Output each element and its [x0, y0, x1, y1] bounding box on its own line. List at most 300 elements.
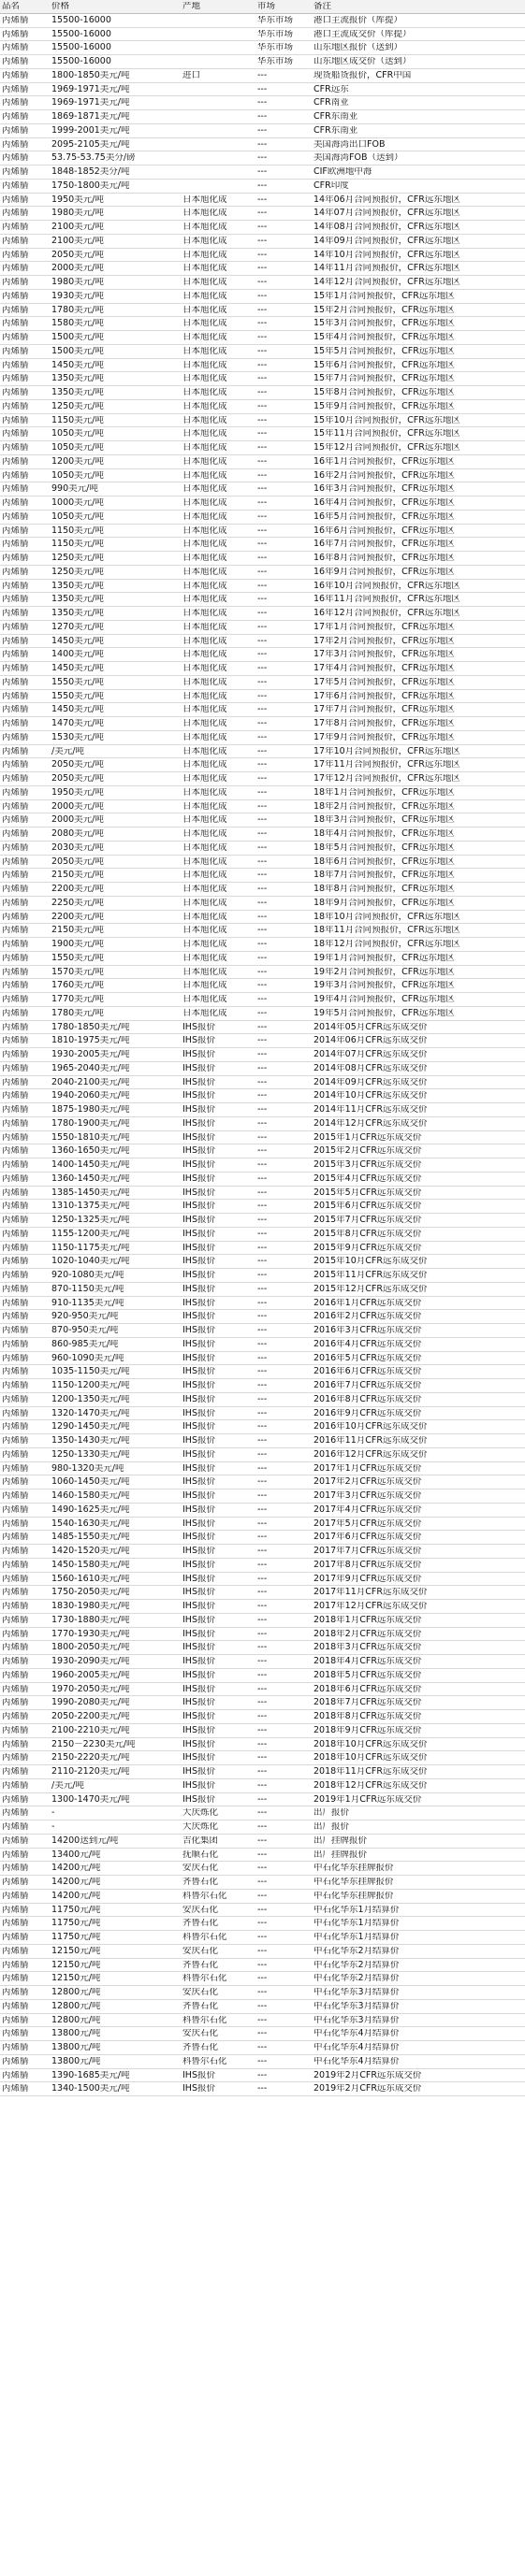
cell-product: 丙烯腈 [2, 1077, 29, 1087]
cell-market: --- [257, 540, 268, 549]
cell-product: 丙烯腈 [2, 236, 29, 246]
cell-price: 1580美元/吨 [51, 319, 104, 328]
cell-market: --- [257, 885, 268, 894]
cell-origin: IHS报价 [182, 2070, 215, 2080]
table-row [0, 525, 525, 539]
cell-market: --- [257, 842, 268, 853]
cell-remark: 2016年8月CFR远东成交价 [314, 1394, 422, 1404]
cell-price: 2100美元/吨 [51, 236, 104, 246]
cell-product: 丙烯腈 [2, 1684, 29, 1694]
cell-market: --- [257, 1118, 268, 1129]
cell-price: 1999-2001美元/吨 [51, 125, 130, 136]
cell-price: 2150美元/吨 [51, 871, 104, 880]
cell-price: 1930美元/吨 [51, 291, 104, 301]
cell-market: --- [257, 1574, 268, 1584]
cell-remark: 17年11月合同预报价，CFR远东地区 [314, 760, 460, 770]
table-row [0, 1917, 525, 1931]
cell-origin: IHS报价 [182, 1670, 215, 1680]
table-row [0, 979, 525, 993]
cell-origin: 日本旭化成 [182, 746, 227, 756]
cell-origin: IHS报价 [182, 1725, 215, 1735]
table-row [0, 55, 525, 69]
table-row [0, 772, 525, 786]
cell-price: 1980美元/吨 [51, 278, 104, 287]
cell-origin: 齐鲁石化 [182, 2043, 219, 2052]
cell-market: --- [257, 1284, 268, 1294]
cell-product: 丙烯腈 [2, 1753, 29, 1763]
cell-origin: 日本旭化成 [182, 305, 227, 315]
cell-origin: 日本旭化成 [182, 567, 227, 577]
cell-market: --- [257, 1339, 268, 1349]
table-row [0, 1228, 525, 1242]
cell-market: --- [257, 360, 268, 370]
cell-remark: 19年4月合同预报价，CFR远东地区 [314, 995, 455, 1004]
cell-product: 丙烯腈 [2, 1780, 29, 1791]
cell-remark: 2014年08月CFR远东成交价 [314, 1063, 428, 1073]
cell-origin: 科鲁尔石化 [182, 1974, 227, 1983]
table-row [0, 1103, 525, 1117]
cell-price: 2030美元/吨 [51, 842, 104, 853]
table-row [0, 1862, 525, 1876]
cell-remark: 2018年2月CFR远东成交价 [314, 1629, 422, 1639]
table-row [0, 1545, 525, 1559]
cell-origin: 日本旭化成 [182, 429, 227, 439]
cell-origin: IHS报价 [182, 1712, 215, 1721]
cell-price: 1250美元/吨 [51, 554, 104, 563]
table-row [0, 1117, 525, 1131]
cell-product: 丙烯腈 [2, 1312, 29, 1321]
cell-price: 1800-1850美元/吨 [51, 70, 130, 80]
table-row [0, 883, 525, 897]
cell-market: --- [257, 1933, 268, 1942]
cell-product: 丙烯腈 [2, 1422, 29, 1432]
cell-remark: 17年12月合同预报价，CFR远东地区 [314, 774, 460, 784]
cell-product: 丙烯腈 [2, 1132, 29, 1143]
cell-remark: 16年5月合同预报价，CFR远东地区 [314, 511, 455, 522]
cell-remark: 2015年6月CFR远东成交价 [314, 1202, 422, 1211]
cell-product: 丙烯腈 [2, 801, 29, 812]
cell-product: 丙烯腈 [2, 223, 29, 232]
cell-product: 丙烯腈 [2, 1657, 29, 1666]
cell-remark: 16年2月合同预报价，CFR远东地区 [314, 470, 455, 481]
cell-product: 丙烯腈 [2, 1988, 29, 1997]
cell-origin: 日本旭化成 [182, 636, 227, 646]
table-row [0, 635, 525, 649]
table-row [0, 1724, 525, 1738]
cell-product: 丙烯腈 [2, 2070, 29, 2080]
cell-market: --- [257, 319, 268, 328]
cell-product: 丙烯腈 [2, 1698, 29, 1707]
cell-price: /美元/吨 [51, 1780, 84, 1791]
cell-market: --- [257, 1960, 268, 1970]
cell-market: --- [257, 1022, 268, 1032]
cell-market: --- [257, 1753, 268, 1763]
cell-remark: 17年4月合同预报价，CFR远东地区 [314, 664, 455, 673]
cell-price: 1550美元/吨 [51, 953, 104, 963]
cell-origin: IHS报价 [182, 1739, 215, 1749]
cell-product: 丙烯腈 [2, 180, 29, 191]
cell-price: 920-950美元/吨 [51, 1312, 119, 1321]
cell-remark: 18年5月合同预报价，CFR远东地区 [314, 842, 455, 853]
table-row [0, 1242, 525, 1256]
cell-market: --- [257, 1132, 268, 1143]
cell-price: 1830-1980美元/吨 [51, 1602, 130, 1611]
cell-market: --- [257, 511, 268, 522]
table-row [0, 648, 525, 662]
cell-market: --- [257, 1988, 268, 1997]
cell-product: 丙烯腈 [2, 1878, 29, 1887]
cell-origin: IHS报价 [182, 1408, 215, 1418]
cell-product: 丙烯腈 [2, 1588, 29, 1597]
cell-origin: 日本旭化成 [182, 650, 227, 659]
cell-origin: 大庆炼化 [182, 1822, 219, 1832]
cell-product: 丙烯腈 [2, 374, 29, 383]
cell-product: 丙烯腈 [2, 912, 29, 922]
cell-origin: 日本旭化成 [182, 415, 227, 425]
cell-remark: 15年3月合同预报价，CFR远东地区 [314, 319, 455, 328]
cell-market: 华东市场 [257, 29, 294, 39]
cell-remark: 17年1月合同预报价，CFR远东地区 [314, 622, 455, 632]
cell-product: 丙烯腈 [2, 856, 29, 867]
cell-product: 丙烯腈 [2, 1933, 29, 1942]
cell-market: --- [257, 1864, 268, 1873]
cell-origin: 日本旭化成 [182, 511, 227, 522]
cell-origin: 日本旭化成 [182, 484, 227, 494]
cell-origin: 日本旭化成 [182, 250, 227, 260]
cell-product: 丙烯腈 [2, 1739, 29, 1749]
cell-market: --- [257, 1822, 268, 1832]
cell-price: 1980美元/吨 [51, 209, 104, 218]
cell-price: 1450美元/吨 [51, 664, 104, 673]
cell-price: 15500-16000 [51, 29, 111, 39]
table-row [0, 966, 525, 980]
table-row [0, 1779, 525, 1793]
cell-market: --- [257, 112, 268, 122]
cell-market: --- [257, 401, 268, 411]
cell-remark: 2018年12月CFR远东成交价 [314, 1780, 428, 1791]
table-row [0, 593, 525, 607]
cell-product: 丙烯腈 [2, 139, 29, 150]
cell-remark: 中石化华东4月结算价 [314, 2056, 400, 2066]
cell-remark: 18年1月合同预报价，CFR远东地区 [314, 787, 455, 798]
cell-product: 丙烯腈 [2, 1202, 29, 1211]
cell-remark: 18年3月合同预报价，CFR远东地区 [314, 815, 455, 825]
cell-market: --- [257, 912, 268, 922]
cell-product: 丙烯腈 [2, 57, 29, 66]
cell-product: 丙烯腈 [2, 898, 29, 908]
cell-market: --- [257, 1187, 268, 1198]
cell-remark: 中石化华东1月结算价 [314, 1933, 400, 1942]
cell-product: 丙烯腈 [2, 43, 29, 52]
cell-price: 2050美元/吨 [51, 774, 104, 784]
cell-product: 丙烯腈 [2, 525, 29, 536]
cell-price: 1450-1580美元/吨 [51, 1560, 130, 1570]
cell-remark: CFR印度 [314, 180, 349, 191]
table-row [0, 304, 525, 318]
cell-remark: 2016年1月CFR远东成交价 [314, 1298, 422, 1308]
table-row [0, 1379, 525, 1393]
cell-product: 丙烯腈 [2, 1146, 29, 1156]
cell-origin: 日本旭化成 [182, 856, 227, 867]
cell-market: --- [257, 1271, 268, 1280]
table-row [0, 1407, 525, 1421]
cell-market: --- [257, 940, 268, 949]
cell-price: 1400-1450美元/吨 [51, 1160, 130, 1170]
cell-product: 丙烯腈 [2, 1504, 29, 1515]
cell-market: --- [257, 98, 268, 108]
cell-market: 华东市场 [257, 15, 294, 25]
cell-price: 1310-1375美元/吨 [51, 1202, 130, 1211]
cell-market: --- [257, 1615, 268, 1625]
cell-price: 1360-1650美元/吨 [51, 1146, 130, 1156]
cell-origin: 日本旭化成 [182, 360, 227, 370]
cell-product: 丙烯腈 [2, 2001, 29, 2011]
cell-market: --- [257, 1160, 268, 1170]
table-row [0, 1655, 525, 1669]
cell-origin: IHS报价 [182, 1257, 215, 1266]
cell-price: 2040-2100美元/吨 [51, 1077, 130, 1087]
cell-market: --- [257, 1560, 268, 1570]
cell-product: 丙烯腈 [2, 1905, 29, 1915]
cell-remark: 中石化华东2月结算价 [314, 1974, 400, 1983]
table-row [0, 317, 525, 331]
cell-origin: 日本旭化成 [182, 540, 227, 549]
cell-product: 丙烯腈 [2, 194, 29, 205]
cell-price: 1940-2060美元/吨 [51, 1091, 130, 1101]
cell-price: 1350-1430美元/吨 [51, 1436, 130, 1446]
cell-remark: 2015年4月CFR远东成交价 [314, 1173, 422, 1184]
table-row [0, 1835, 525, 1849]
cell-origin: 日本旭化成 [182, 525, 227, 536]
table-row [0, 400, 525, 414]
cell-origin: 抚顺石化 [182, 1849, 219, 1860]
cell-origin: 日本旭化成 [182, 940, 227, 949]
cell-product: 丙烯腈 [2, 484, 29, 494]
cell-price: 1810-1975美元/吨 [51, 1036, 130, 1045]
cell-product: 丙烯腈 [2, 1547, 29, 1556]
cell-price: 1950美元/吨 [51, 194, 104, 205]
cell-market: --- [257, 1684, 268, 1694]
cell-price: 1570美元/吨 [51, 967, 104, 977]
cell-price: 2050美元/吨 [51, 760, 104, 770]
table-row [0, 1034, 525, 1048]
cell-origin: 日本旭化成 [182, 264, 227, 273]
cell-market: --- [257, 1712, 268, 1721]
cell-origin: 日本旭化成 [182, 801, 227, 812]
cell-market: --- [257, 1643, 268, 1652]
cell-remark: 中石化华东3月结算价 [314, 1988, 400, 1997]
cell-product: 丙烯腈 [2, 1449, 29, 1460]
cell-origin: IHS报价 [182, 1146, 215, 1156]
cell-product: 丙烯腈 [2, 1367, 29, 1376]
cell-price: 860-985美元/吨 [51, 1339, 119, 1349]
table-row [0, 952, 525, 966]
cell-remark: 港口主流成交价（库提） [314, 29, 412, 39]
cell-market: --- [257, 664, 268, 673]
cell-market: --- [257, 1243, 268, 1253]
cell-origin: IHS报价 [182, 1312, 215, 1321]
cell-product: 丙烯腈 [2, 567, 29, 577]
cell-product: 丙烯腈 [2, 360, 29, 370]
cell-origin: IHS报价 [182, 1422, 215, 1432]
cell-product: 丙烯腈 [2, 760, 29, 770]
cell-market: --- [257, 484, 268, 494]
cell-market: --- [257, 732, 268, 742]
cell-origin: IHS报价 [182, 1160, 215, 1170]
cell-price: 1760美元/吨 [51, 981, 104, 990]
cell-price: 14200送到元/吨 [51, 1835, 119, 1846]
cell-market: --- [257, 1919, 268, 1928]
cell-price: 12150元/吨 [51, 1946, 101, 1956]
table-row [0, 993, 525, 1007]
cell-remark: 16年8月合同预报价，CFR远东地区 [314, 554, 455, 563]
table-row [0, 2014, 525, 2028]
table-row [0, 194, 525, 208]
table-row [0, 1173, 525, 1187]
cell-remark: 2016年2月CFR远东成交价 [314, 1312, 422, 1321]
cell-remark: 2018年10月CFR远东成交价 [314, 1739, 428, 1749]
table-row [0, 1820, 525, 1835]
table-row [0, 110, 525, 124]
cell-product: 丙烯腈 [2, 401, 29, 411]
table-row [0, 151, 525, 165]
cell-product: 丙烯腈 [2, 1712, 29, 1721]
cell-product: 丙烯腈 [2, 636, 29, 646]
cell-market: --- [257, 1036, 268, 1045]
cell-product: 丙烯腈 [2, 1794, 29, 1805]
cell-price: 1350美元/吨 [51, 595, 104, 604]
cell-product: 丙烯腈 [2, 842, 29, 853]
cell-market: --- [257, 554, 268, 563]
cell-origin: IHS报价 [182, 1504, 215, 1515]
cell-remark: 中石化华东3月结算价 [314, 2001, 400, 2011]
cell-price: 1470美元/吨 [51, 719, 104, 728]
cell-origin: 日本旭化成 [182, 664, 227, 673]
cell-origin: 日本旭化成 [182, 194, 227, 205]
cell-product: 丙烯腈 [2, 209, 29, 218]
cell-price: /美元/吨 [51, 746, 84, 756]
cell-product: 丙烯腈 [2, 498, 29, 508]
cell-price: 1360-1450美元/吨 [51, 1173, 130, 1184]
cell-market: --- [257, 1408, 268, 1418]
table-row [0, 249, 525, 263]
table-row [0, 496, 525, 511]
cell-market: --- [257, 443, 268, 453]
cell-remark: 港口主流报价（库提） [314, 15, 403, 25]
cell-market: --- [257, 871, 268, 880]
cell-origin: 科鲁尔石化 [182, 2056, 227, 2066]
cell-origin: 大庆炼化 [182, 1808, 219, 1818]
cell-market: --- [257, 2043, 268, 2052]
cell-origin: 日本旭化成 [182, 995, 227, 1004]
cell-product: 丙烯腈 [2, 1974, 29, 1983]
cell-market: --- [257, 333, 268, 342]
cell-origin: 日本旭化成 [182, 871, 227, 880]
cell-market: --- [257, 139, 268, 150]
table-row [0, 2041, 525, 2055]
cell-price: 11750元/吨 [51, 1919, 101, 1928]
cell-product: 丙烯腈 [2, 15, 29, 25]
cell-product: 丙烯腈 [2, 885, 29, 894]
cell-remark: 2014年10月CFR远东成交价 [314, 1091, 428, 1101]
cell-price: 2150-2220美元/吨 [51, 1753, 130, 1763]
table-row [0, 1972, 525, 1986]
cell-price: 53.75-53.75美分/磅 [51, 153, 136, 163]
table-row [0, 83, 525, 97]
cell-market: --- [257, 1794, 268, 1805]
cell-origin: 日本旭化成 [182, 236, 227, 246]
cell-product: 丙烯腈 [2, 250, 29, 260]
cell-origin: 科鲁尔石化 [182, 1933, 227, 1942]
cell-product: 丙烯腈 [2, 1326, 29, 1335]
cell-price: 1150美元/吨 [51, 415, 104, 425]
cell-origin: IHS报价 [182, 1284, 215, 1294]
cell-remark: 19年5月合同预报价，CFR远东地区 [314, 1008, 455, 1018]
table-row [0, 28, 525, 42]
cell-product: 丙烯腈 [2, 719, 29, 728]
table-row [0, 538, 525, 552]
table-row [0, 1518, 525, 1532]
cell-product: 丙烯腈 [2, 1864, 29, 1873]
cell-product: 丙烯腈 [2, 995, 29, 1004]
cell-product: 丙烯腈 [2, 1271, 29, 1280]
cell-remark: 2018年5月CFR远东成交价 [314, 1670, 422, 1680]
cell-remark: 19年1月合同预报价，CFR远东地区 [314, 953, 455, 963]
cell-price: 1050美元/吨 [51, 443, 104, 453]
cell-product: 丙烯腈 [2, 1533, 29, 1542]
cell-product: 丙烯腈 [2, 1835, 29, 1846]
cell-market: --- [257, 70, 268, 80]
table-row [0, 41, 525, 55]
cell-remark: 2016年6月CFR远东成交价 [314, 1367, 422, 1376]
cell-product: 丙烯腈 [2, 264, 29, 273]
cell-product: 丙烯腈 [2, 1394, 29, 1404]
cell-market: --- [257, 1202, 268, 1211]
cell-product: 丙烯腈 [2, 540, 29, 549]
table-row [0, 482, 525, 496]
table-row [0, 1573, 525, 1587]
cell-origin: 安庆石化 [182, 1946, 219, 1956]
cell-product: 丙烯腈 [2, 1491, 29, 1501]
table-row [0, 469, 525, 483]
cell-product: 丙烯腈 [2, 746, 29, 756]
cell-origin: 齐鲁石化 [182, 1919, 219, 1928]
cell-product: 丙烯腈 [2, 167, 29, 177]
table-row [0, 1420, 525, 1434]
cell-market: --- [257, 388, 268, 397]
table-row [0, 1048, 525, 1062]
cell-price: 1848-1852美分/吨 [51, 167, 130, 177]
cell-price: 1780-1850美元/吨 [51, 1022, 130, 1032]
cell-origin: 日本旭化成 [182, 581, 227, 591]
cell-remark: 18年7月合同预报价，CFR远东地区 [314, 871, 455, 880]
cell-remark: 2018年11月CFR远东成交价 [314, 1767, 428, 1777]
cell-product: 丙烯腈 [2, 926, 29, 935]
cell-price: 1500美元/吨 [51, 333, 104, 342]
cell-market: --- [257, 1477, 268, 1487]
cell-market: --- [257, 1518, 268, 1529]
cell-product: 丙烯腈 [2, 940, 29, 949]
cell-product: 丙烯腈 [2, 732, 29, 742]
cell-market: --- [257, 1173, 268, 1184]
cell-remark: 15年10月合同预报价，CFR远东地区 [314, 415, 460, 425]
table-row [0, 1062, 525, 1076]
table-body [0, 14, 525, 2096]
table-row [0, 1158, 525, 1173]
cell-remark: 14年07月合同预报价，CFR远东地区 [314, 209, 460, 218]
cell-origin: IHS报价 [182, 1463, 215, 1474]
cell-origin: 齐鲁石化 [182, 1960, 219, 1970]
